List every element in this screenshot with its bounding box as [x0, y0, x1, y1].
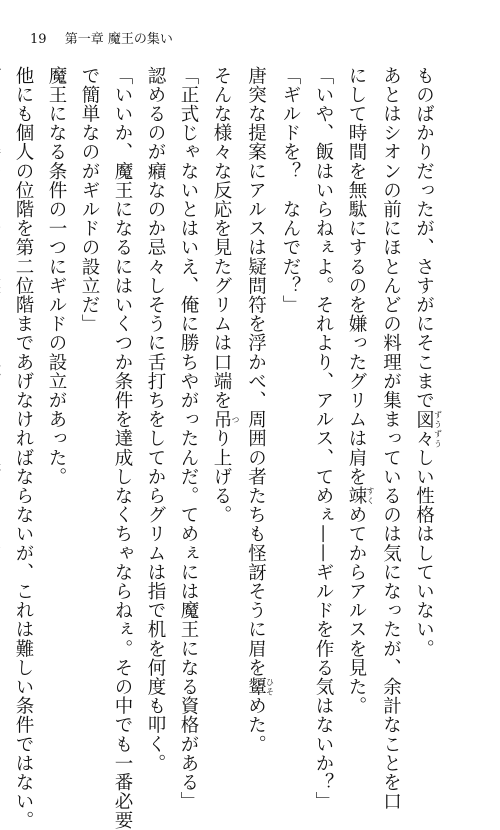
text-column	[307, 66, 340, 811]
text-segment: 「いいか、魔王になるにはいくつか条件を達成しなくちゃならねぇ。その中でも一番必要	[112, 66, 133, 830]
ruby-word	[413, 409, 443, 449]
text-segment: 魔王になる条件の一つにギルドの設立があった。	[46, 66, 67, 487]
ruby-word	[211, 409, 240, 429]
text-segment	[0, 66, 1, 696]
text-segment: めてからアルスを見た。	[346, 505, 367, 716]
text-column	[408, 66, 443, 672]
text-column	[7, 66, 40, 830]
text-column	[0, 66, 7, 672]
text-column	[172, 66, 205, 811]
text-column	[340, 66, 375, 716]
text-segment: り上げる。	[211, 428, 232, 525]
chapter-title: 魔王の集い	[107, 32, 173, 47]
ruby-reading: ずうずう	[433, 409, 443, 448]
ruby-reading: ひそ	[265, 677, 275, 697]
text-column	[40, 66, 73, 672]
text-segment: ものばかりだったが、さすがにそこまで	[413, 66, 435, 410]
text-column	[240, 66, 275, 754]
ruby-base: 図々	[413, 409, 435, 449]
text-segment: 「ギルドを？ なんでだ？」	[280, 66, 301, 315]
text-segment: あとはシオンの前にほとんどの料理が集まっているのは気になったが、余計なことを口	[380, 66, 402, 811]
text-segment: 唐突な提案にアルスは疑問符を浮かべ、周囲の者たちも怪訝そうに眉を	[245, 66, 267, 678]
text-segment: で簡単なのがギルドの設立だ」	[79, 66, 100, 334]
text-column	[73, 66, 106, 672]
text-segment: 認めるのが癪なのか忌々しそうに舌打ちをしてからグリムは指で机を何度も叩く。	[145, 66, 166, 773]
text-column	[205, 66, 240, 672]
text-column	[375, 66, 408, 811]
ruby-word	[346, 486, 375, 506]
text-segment: 他にも個人の位階を第二位階まであげなければならないが、これは難しい条件ではない。	[13, 66, 34, 830]
text-segment: 「いや、飯はいらねぇよ。それより、アルス、てめぇ——ギルドを作る気はないか？」	[313, 66, 334, 811]
text-segment: 「正式じゃないとはいえ、俺に勝ちやがったんだ。てめぇには魔王になる資格がある」	[178, 66, 199, 811]
text-segment: そんな様々な反応を見たグリムは口端を	[211, 66, 232, 410]
ruby-reading: つ	[231, 409, 240, 429]
text-segment: しい性格はしていない。	[413, 448, 435, 659]
page-number: 19	[30, 32, 47, 47]
running-header	[30, 28, 173, 47]
vertical-text-body	[0, 66, 443, 830]
text-column	[106, 66, 139, 830]
text-segment: めた。	[245, 696, 267, 754]
ruby-base: 吊	[211, 409, 232, 429]
chapter-label: 第一章	[64, 32, 104, 47]
ruby-base: 顰	[245, 677, 267, 697]
text-column	[139, 66, 172, 773]
text-segment: にして時間を無駄にするのを嫌ったグリムは肩を	[346, 66, 367, 487]
ruby-word	[245, 677, 275, 697]
ruby-base: 竦	[346, 486, 367, 506]
text-column	[274, 66, 307, 672]
ruby-reading: すく	[366, 486, 375, 506]
